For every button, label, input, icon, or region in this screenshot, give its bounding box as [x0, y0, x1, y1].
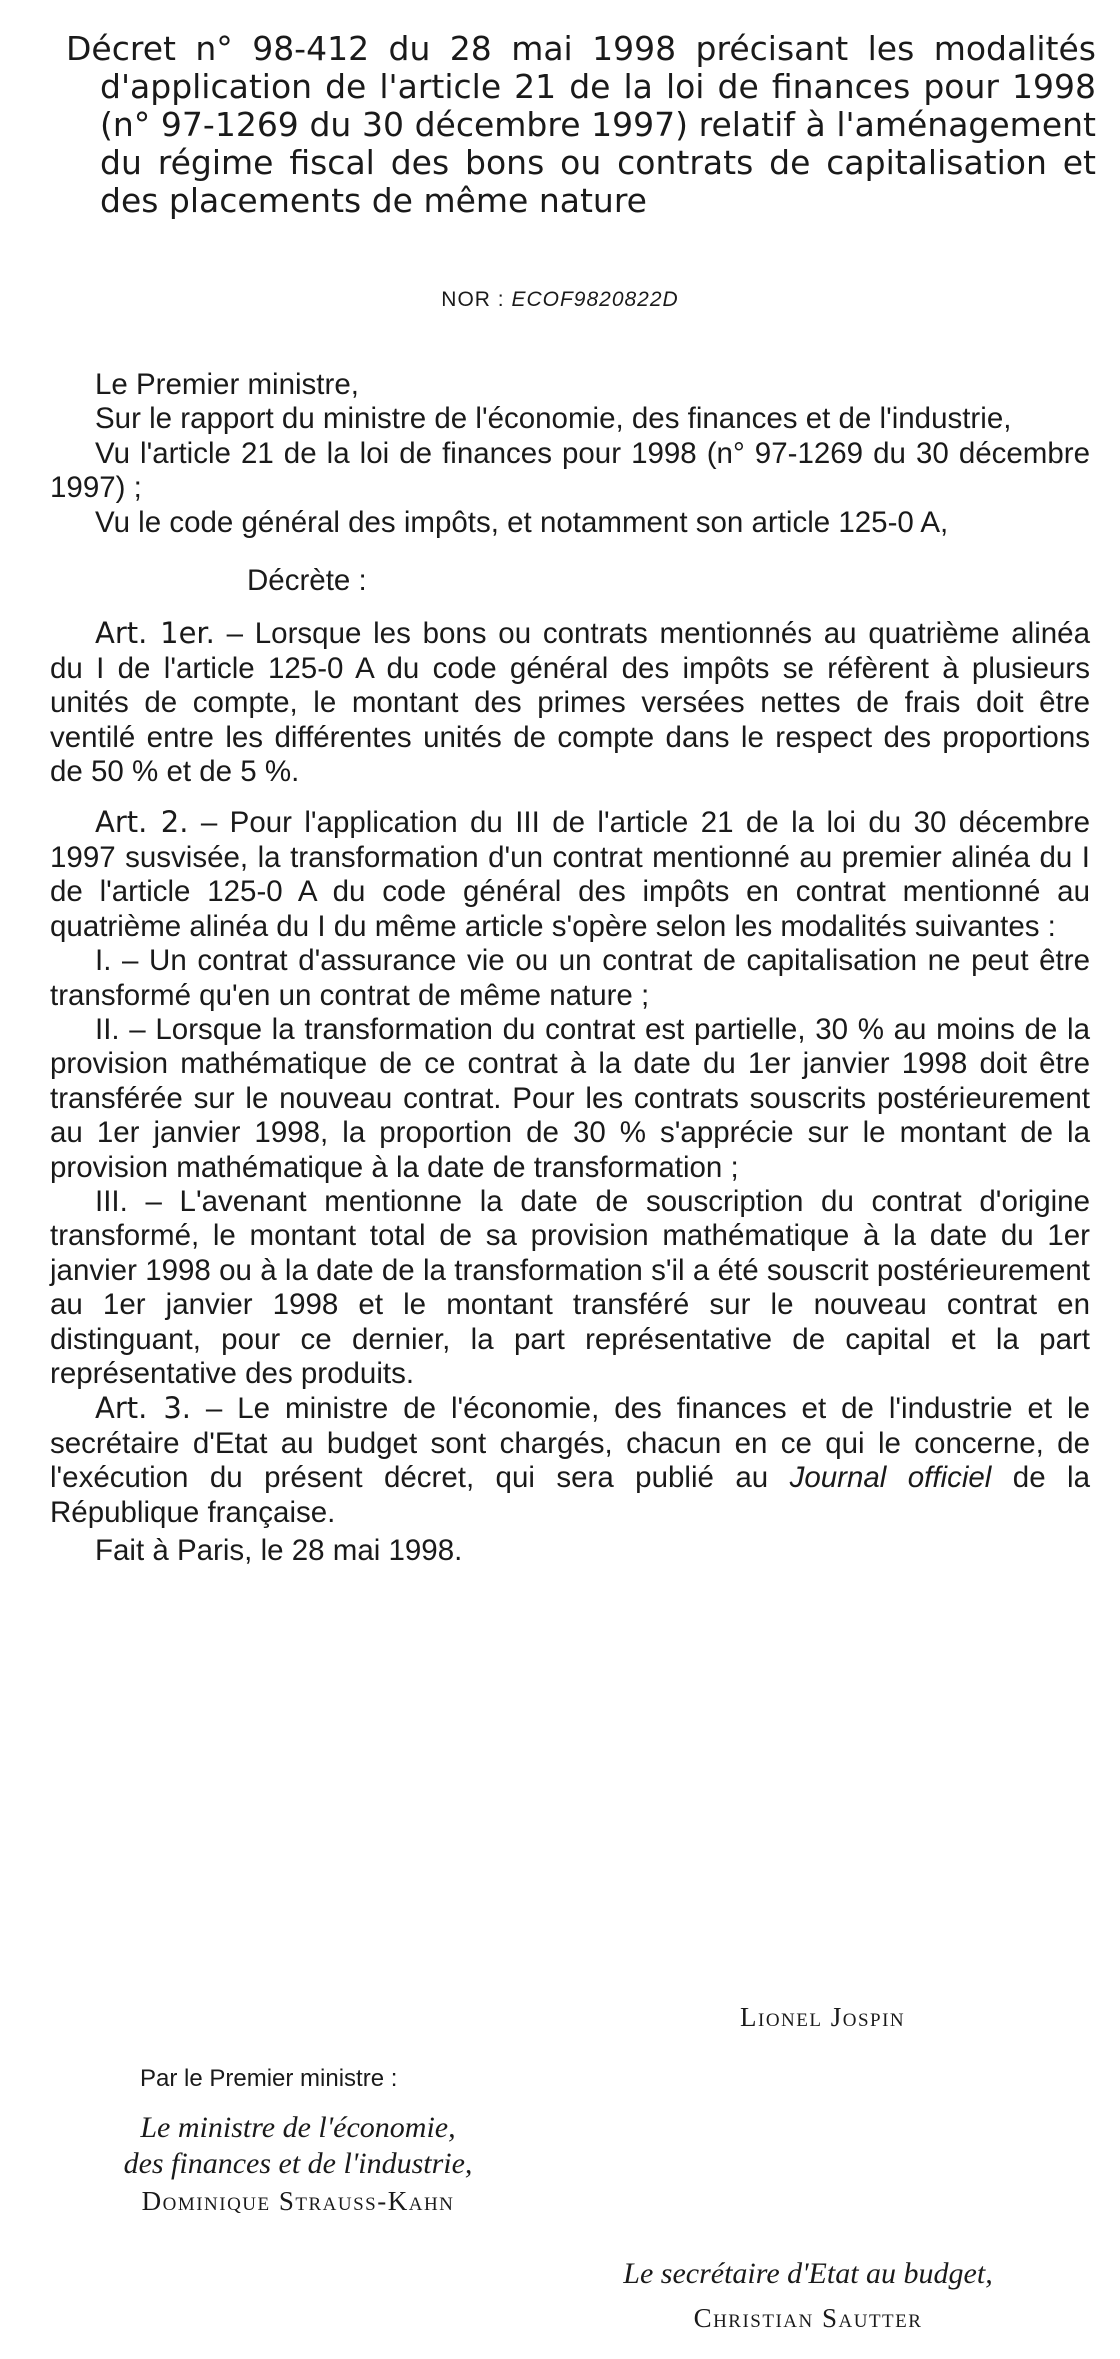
minister-name: Dominique Strauss-Kahn [141, 2186, 455, 2216]
preamble-line-2: Sur le rapport du ministre de l'économie, des finances et de l'industrie, [95, 402, 1012, 436]
article-3 [50, 1391, 1090, 1530]
article-1-text: – Lorsque les bons ou contrats mentionnés au quatrième alinéa du I de l'article 125-0 A du code général des impôts se réfèrent à plusieurs unités de compte, le montant des primes versées nettes de frais doit être ventilé entre les différentes unités de compte dans le respect des proportions de 50 % et de 5 %. [50, 617, 1090, 789]
nor-reference [0, 288, 1120, 312]
minister-title [74, 2110, 522, 2182]
article-2-text: – Pour l'application du III de l'article 21 de la loi du 30 décembre 1997 susvisée, la transformation d'un contrat mentionné au premier alinéa du I de l'article 125-0 A du code général des impôts en contrat mentionné au quatrième alinéa du I du même article s'opère selon les modalités suivantes : [50, 806, 1090, 943]
nor-value: ECOF9820822D [511, 288, 679, 311]
secretary-name: Christian Sautter [693, 2303, 923, 2333]
article-2-label: Art. 2. [95, 805, 189, 840]
secretary-title: Le secrétaire d'Etat au budget, [623, 2257, 993, 2290]
decrete-heading: Décrète : [247, 564, 367, 598]
decree-body [50, 368, 1090, 1568]
article-3-text-italic: Journal officiel [789, 1461, 992, 1495]
article-2-item-3: III. – L'avenant mentionne la date de souscription du contrat d'origine transformé, le montant total de sa provision mathématique à la date du 1er janvier 1998 ou à la date de la transformation s'il a été souscrit postérieurement au 1er janvier 1998 et le montant transféré sur le nouveau contrat en distinguant, pour ce dernier, la part représentative de capital et la part représentative des produits. [50, 1184, 1090, 1390]
minister-title-line-1: Le ministre de l'économie, [140, 2111, 456, 2144]
article-2 [50, 805, 1090, 944]
nor-label: NOR : [441, 288, 512, 311]
par-le-premier-ministre: Par le Premier ministre : [140, 2065, 398, 2092]
preamble-line-4: Vu le code général des impôts, et notamment son article 125-0 A, [95, 505, 949, 539]
article-3-text-after: de la République française. [50, 1461, 1090, 1529]
decree-title [66, 30, 1096, 220]
article-2-item-1: I. – Un contrat d'assurance vie ou un contrat de capitalisation ne peut être transformé qu'en un contrat de même nature ; [50, 944, 1090, 1012]
article-1 [50, 616, 1090, 789]
preamble-line-3: Vu l'article 21 de la loi de finances pour 1998 (n° 97-1269 du 30 décembre 1997) ; [50, 436, 1090, 505]
fait-a-paris: Fait à Paris, le 28 mai 1998. [95, 1534, 463, 1567]
minister-title-line-2: des finances et de l'industrie, [123, 2147, 473, 2180]
signatory-name: Lionel Jospin [740, 2002, 906, 2032]
article-2-item-2: II. – Lorsque la transformation du contrat est partielle, 30 % au moins de la provision mathématique de ce contrat à la date du 1er janvier 1998 doit être transférée sur le nouveau contrat. Pour les contrats souscrits postérieurement au 1er janvier 1998, la proportion de 30 % s'apprécie sur le montant de la provision mathématique à la date de transformation ; [50, 1012, 1090, 1184]
decree-title-text: Décret n° 98-412 du 28 mai 1998 précisant les modalités d'application de l'article 21 de la loi de finances pour 1998 (n° 97-1269 du 30 décembre 1997) relatif à l'aménagement du régime fiscal des bons ou contrats de capitalisation et des placements de même nature [66, 29, 1096, 220]
article-3-label: Art. 3. [95, 1391, 191, 1426]
preamble-line-1: Le Premier ministre, [95, 368, 359, 401]
article-3-text-before: – Le ministre de l'économie, des finances et de l'industrie et le secrétaire d'Etat au budget sont chargés, chacun en ce qui le concerne, de l'exécution du présent décret, qui sera publié au [50, 1392, 1090, 1495]
article-1-label: Art. 1er. [95, 616, 215, 651]
